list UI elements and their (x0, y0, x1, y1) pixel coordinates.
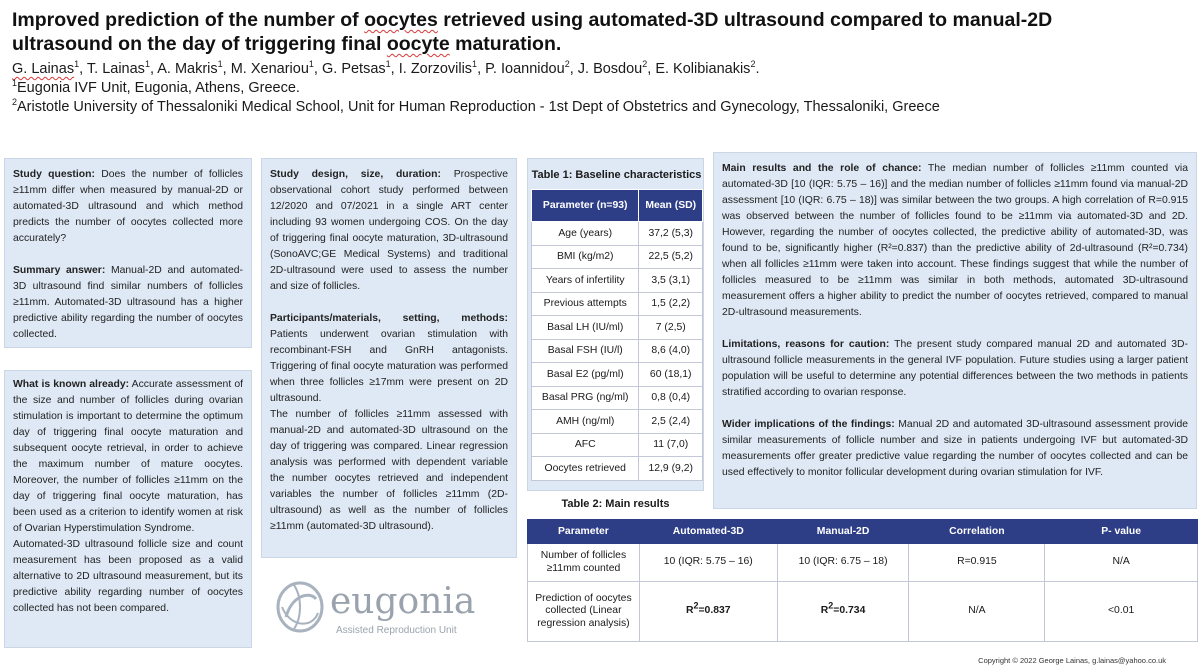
table-cell: <0.01 (1045, 582, 1198, 642)
table-cell: 8,6 (4,0) (639, 339, 703, 363)
logo-tagline: Assisted Reproduction Unit (336, 625, 457, 636)
study-design-box (261, 158, 517, 558)
title-text-3: ultrasound on the day of triggering final (12, 33, 387, 55)
table-row (532, 363, 703, 387)
section-label: Limitations, reasons for caution: (722, 339, 890, 350)
table-row (532, 316, 703, 340)
table-header-row (532, 190, 703, 222)
section-label: What is known already: (13, 379, 130, 390)
title-word-oocytes: oocytes (364, 9, 438, 31)
column-header: P- value (1045, 520, 1198, 544)
author-name: , T. Lainas (79, 61, 145, 77)
table-cell: 1,5 (2,2) (639, 292, 703, 316)
section-label: Participants/materials, setting, methods: (270, 313, 508, 324)
table-cell: BMI (kg/m2) (532, 245, 639, 269)
table-cell: N/A (909, 582, 1045, 642)
table-cell: Basal LH (IU/ml) (532, 316, 639, 340)
known-already-para-1 (13, 377, 243, 537)
study-question (13, 167, 243, 247)
r-symbol: R (820, 605, 829, 617)
table-cell: 7 (2,5) (639, 316, 703, 340)
wider-implications (722, 417, 1188, 481)
author-affiliation-mark: 1 (217, 59, 223, 70)
table-row (532, 222, 703, 246)
section-text: Prospective observational cohort study performed between 12/2020 and 07/2021 in a single ART center including 93 women undergoing COS. On the day of triggering final oocyte maturation, 3D-ultrasound (SonoAVC;GE Medical Systems) and traditional 2D-ultrasound were used to assess the number and size of follicles. (270, 169, 508, 292)
author-affiliation-mark: 1 (144, 59, 150, 70)
main-results-box (713, 152, 1197, 509)
section-text: Accurate assessment of the size and number of follicles during ovarian stimulation is important to determine the optimum day of triggering final oocyte maturation and subsequent oocyte retrieval, in order to achieve the maximum number of mature oocytes. Moreover, the number of follicles ≥11mm on the day of triggering final oocyte maturation, has been used as a criterion to identify women at risk of Ovarian Hyperstimulation Syndrome. (13, 379, 243, 534)
r-exponent: 2 (828, 600, 834, 611)
table-cell: 22,5 (5,2) (639, 245, 703, 269)
table-cell: AMH (ng/ml) (532, 410, 639, 434)
section-text: Does the number of follicles ≥11mm differ when measured by manual-2D or automated-3D ultrasound and which method predicts the number of oocytes collected more accurately? (13, 169, 243, 244)
r-value: =0.734 (833, 605, 866, 617)
author-name: , I. Zorzovilis (390, 61, 473, 77)
author-list-end: . (755, 61, 760, 77)
table-cell: N/A (1045, 544, 1198, 582)
r-symbol: R (685, 605, 694, 617)
affiliation-mark: 2 (12, 97, 18, 108)
table-1-title: Table 1: Baseline characteristics (531, 169, 702, 181)
table-row (528, 582, 1198, 642)
author-name: , A. Makris (149, 61, 218, 77)
table-row (532, 410, 703, 434)
r-exponent: 2 (693, 600, 699, 611)
r-value: =0.837 (698, 605, 731, 617)
author-affiliation-mark: 1 (472, 59, 478, 70)
column-header: Parameter (528, 520, 640, 544)
main-results (722, 161, 1188, 321)
section-label: Wider implications of the findings: (722, 419, 895, 430)
table-cell: 60 (18,1) (639, 363, 703, 387)
r-squared-value (820, 600, 866, 617)
table-cell: 10 (IQR: 5.75 – 16) (639, 544, 777, 582)
table-cell: AFC (532, 433, 639, 457)
table-cell: 37,2 (5,3) (639, 222, 703, 246)
author-name: , M. Xenariou (222, 61, 309, 77)
table-cell: Number of follicles ≥11mm counted (528, 544, 640, 582)
table-cell: 0,8 (0,4) (639, 386, 703, 410)
section-label: Main results and the role of chance: (722, 163, 922, 174)
table-row (532, 386, 703, 410)
section-text: The median number of follicles ≥11mm counted via automated-3D [10 (IQR: 5.75 – 16)] and the median number of follicles ≥11mm found via manual-2D assessment [10 (IQR: 6.75 – 18)] was similar between the two groups. A high correlation of R=0.915 was observed between the number of follicles found to be ≥11mm via automated-3D and 2D. However, regarding the number of oocytes collected, the predictive ability of automated-3D, was found to be, significantly higher (R²=0.837) than the predictive ability of 2d-ultrasound (R²=0.734) when all follicles ≥11mm were taken into account. These findings suggest that while the number of follicles measured to be ≥11mm was similar in both methods, automated 3D-ultrasound measurement offers a higher ability to predict the number of oocytes retrieved, compared to manual 2D-ultrasound measurements. (722, 163, 1188, 318)
table-cell: 11 (7,0) (639, 433, 703, 457)
author-affiliation-mark: 1 (74, 59, 80, 70)
baseline-table (531, 189, 703, 481)
title-word-oocyte: oocyte (386, 33, 450, 55)
section-text: The present study compared manual 2D and automated 3D-ultrasound follicle measurements in the general IVF population. Future studies using a larger patient population will be useful to determine any potential differences between the two methods in patients stratified according to ovarian response. (722, 339, 1188, 398)
logo-wordmark: eugonia (330, 581, 476, 622)
participants-methods (270, 311, 508, 407)
copyright-notice: Copyright © 2022 George Lainas, g.lainas@yahoo.co.uk (978, 656, 1166, 665)
section-label: Study design, size, duration: (270, 169, 441, 180)
table-header-row (528, 520, 1198, 544)
affiliation-mark: 1 (12, 78, 18, 89)
table-2-title: Table 2: Main results (561, 498, 670, 510)
author-affiliation-mark: 2 (750, 59, 756, 70)
section-text: Manual 2D and automated 3D-ultrasound assessment provide similar measurements of follicle number and size in patients undergoing IVF but automated-3D measurements offer greater predictive value regarding the number of oocytes collected and can be used effectively to monitor follicular development during ovarian stimulation for IVF. (722, 419, 1188, 478)
table-cell (777, 582, 909, 642)
table-cell: Years of infertility (532, 269, 639, 293)
table-cell: 2,5 (2,4) (639, 410, 703, 434)
author-affiliation-mark: 2 (564, 59, 570, 70)
table-row (532, 245, 703, 269)
table-row (532, 433, 703, 457)
table-cell: Prediction of oocytes collected (Linear regression analysis) (528, 582, 640, 642)
table-cell (639, 582, 777, 642)
column-header: Automated-3D (639, 520, 777, 544)
table-cell: Basal E2 (pg/ml) (532, 363, 639, 387)
r-squared-value (685, 600, 731, 617)
table-cell: 12,9 (9,2) (639, 457, 703, 481)
table-row (532, 269, 703, 293)
main-results-table (527, 519, 1198, 642)
section-label: Study question: (13, 169, 95, 180)
table-cell: Previous attempts (532, 292, 639, 316)
affiliation-text: Eugonia IVF Unit, Eugonia, Athens, Greece. (17, 80, 300, 96)
known-already-box (4, 370, 252, 648)
study-question-box (4, 158, 252, 348)
title-text-2: retrieved using automated-3D ultrasound compared to manual-2D (437, 9, 1053, 31)
column-header: Mean (SD) (639, 190, 703, 222)
title-text-1: Improved prediction of the number of (12, 9, 365, 31)
table-cell: R=0.915 (909, 544, 1045, 582)
column-header: Manual-2D (777, 520, 909, 544)
eugonia-logo (272, 577, 524, 639)
summary-answer (13, 263, 243, 343)
study-design (270, 167, 508, 295)
author-list (12, 60, 759, 78)
author-name: , J. Bosdou (569, 61, 643, 77)
column-header: Correlation (909, 520, 1045, 544)
table-cell: Age (years) (532, 222, 639, 246)
author-name: , G. Petsas (313, 61, 386, 77)
affiliation-text: Aristotle University of Thessaloniki Medical School, Unit for Human Reproduction - 1st Dept of Obstetrics and Gynecology, Thessaloniki, Greece (17, 99, 940, 115)
table-cell: Basal PRG (ng/ml) (532, 386, 639, 410)
table-row (532, 339, 703, 363)
section-text: Manual-2D and automated-3D ultrasound find similar numbers of follicles ≥11mm. Automated-3D ultrasound has a higher predictive ability regarding the number of oocytes collected. (13, 265, 243, 340)
table-row (528, 544, 1198, 582)
participants-methods-2: The number of follicles ≥11mm assessed with manual-2D and automated-3D ultrasound on the day of triggering was compared. Linear regression analysis was performed with dependent variable the number oocytes retrieved and independent variables the number of follicles ≥11mm (2D-ultrasound) as well as the number of follicles ≥11mm (automated-3D ultrasound). (270, 409, 508, 532)
table-row (532, 457, 703, 481)
title-text-4: maturation. (449, 33, 562, 55)
table-cell: 10 (IQR: 6.75 – 18) (777, 544, 909, 582)
logo-symbol-icon (278, 583, 322, 631)
column-header: Parameter (n=93) (532, 190, 639, 222)
poster-title (12, 8, 1192, 56)
section-text: Patients underwent ovarian stimulation with recombinant-FSH and GnRH antagonists. Triggering of final oocyte maturation was performed when three follicles ≥17mm were present on 2D ultrasound. (270, 329, 508, 404)
author-affiliation-mark: 1 (385, 59, 391, 70)
limitations (722, 337, 1188, 401)
section-label: Summary answer: (13, 265, 106, 276)
known-already-para-2: Automated-3D ultrasound follicle size and count measurement has been proposed as a valid alternative to 2D ultrasound measurement, but its predictive ability regarding number of oocytes collected has not been compared. (13, 539, 243, 614)
author-affiliation-mark: 2 (642, 59, 648, 70)
author-name: , P. Ioannidou (477, 61, 565, 77)
author-name: G. Lainas (12, 61, 75, 77)
affiliation-1 (12, 79, 300, 97)
table-cell: 3,5 (3,1) (639, 269, 703, 293)
table-1-panel (527, 158, 704, 491)
table-row (532, 292, 703, 316)
author-affiliation-mark: 1 (308, 59, 314, 70)
affiliation-2 (12, 98, 940, 116)
table-cell: Oocytes retrieved (532, 457, 639, 481)
table-cell: Basal FSH (IU/l) (532, 339, 639, 363)
author-name: , E. Kolibianakis (647, 61, 751, 77)
